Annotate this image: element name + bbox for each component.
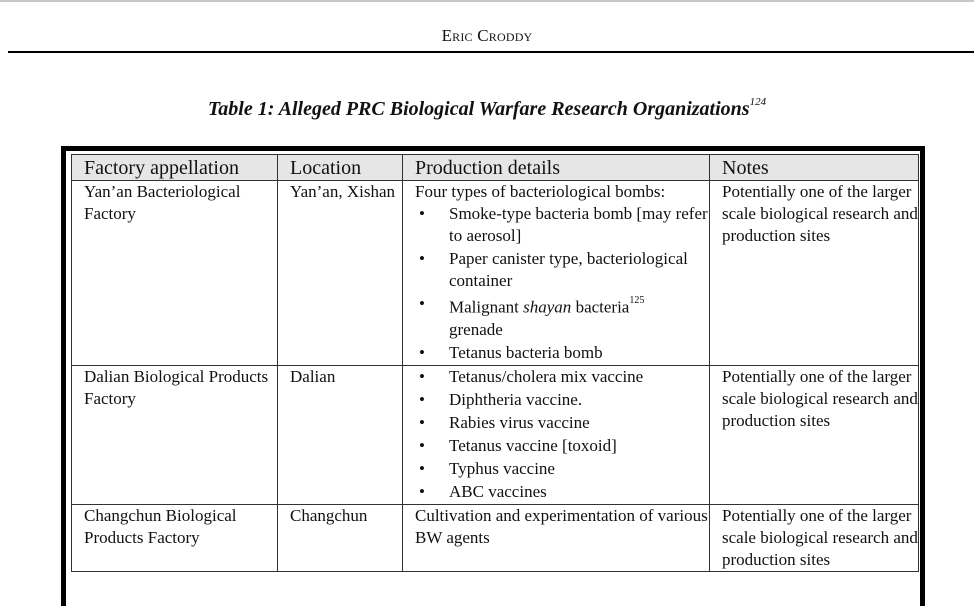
factory-location: Dalian xyxy=(278,365,403,504)
production-details: Cultivation and experimentation of various BW agents xyxy=(403,504,710,571)
table-header-row xyxy=(72,155,919,181)
factory-name: Changchun Biological Products Factory xyxy=(72,504,278,571)
details-intro: Four types of bacteriological bombs: xyxy=(415,182,666,201)
header-rule xyxy=(8,51,974,53)
factory-location: Changchun xyxy=(278,504,403,571)
factory-location: Yan’an, Xishan xyxy=(278,181,403,366)
bullet-icon: • xyxy=(419,294,425,313)
bullet-icon: • xyxy=(419,249,425,268)
bullet-icon: • xyxy=(419,342,425,362)
organizations-table xyxy=(71,154,919,572)
list-item: • Rabies virus vaccine xyxy=(419,412,590,432)
list-item: • Diphtheria vaccine. xyxy=(419,389,583,409)
page-top-edge xyxy=(0,0,974,2)
factory-notes: Potentially one of the larger scale biological research and production sites xyxy=(710,365,919,504)
list-item: • Tetanus bacteria bomb xyxy=(419,342,603,362)
caption-footnote: 124 xyxy=(749,96,767,109)
table-caption xyxy=(0,98,974,121)
caption-text: Table 1: Alleged PRC Biological Warfare Research Organizations xyxy=(207,98,750,120)
list-item: • Paper canister type, bacteriological container xyxy=(419,249,688,290)
footnote-ref: 125 xyxy=(629,295,645,306)
bullet-icon: • xyxy=(419,204,425,223)
col-header-details: Production details xyxy=(403,155,710,181)
col-header-appellation: Factory appellation xyxy=(72,155,278,181)
factory-name: Yan’an Bacteriological Factory xyxy=(72,181,278,366)
author-first-name: Eric xyxy=(441,26,473,45)
table-row xyxy=(72,181,919,366)
list-item: • Typhus vaccine xyxy=(419,458,555,478)
col-header-location: Location xyxy=(278,155,403,181)
factory-notes: Potentially one of the larger scale biological research and production sites xyxy=(710,181,919,366)
list-item: • Smoke-type bacteria bomb [may refer to aerosol] xyxy=(419,204,708,245)
list-item: • Tetanus vaccine [toxoid] xyxy=(419,435,617,455)
table-row xyxy=(72,365,919,504)
bullet-icon: • xyxy=(419,366,425,386)
production-details xyxy=(403,181,710,366)
factory-notes: Potentially one of the larger scale biological research and production sites xyxy=(710,504,919,571)
italic-term: shayan xyxy=(523,297,572,317)
running-header xyxy=(0,26,974,46)
list-item: • Malignant shayan bacteria$^{125}$ grenade xyxy=(419,294,645,339)
bullet-icon: • xyxy=(419,389,425,409)
col-header-notes: Notes xyxy=(710,155,919,181)
details-list xyxy=(415,203,709,364)
production-details xyxy=(403,365,710,504)
list-item: • ABC vaccines xyxy=(419,481,547,501)
list-item: • Tetanus/cholera mix vaccine xyxy=(419,366,644,386)
factory-name: Dalian Biological Products Factory xyxy=(72,365,278,504)
details-list xyxy=(415,366,709,503)
bullet-icon: • xyxy=(419,458,425,478)
table-row xyxy=(72,504,919,571)
bullet-icon: • xyxy=(419,435,425,455)
bullet-icon: • xyxy=(419,412,425,432)
bullet-icon: • xyxy=(419,481,425,501)
author-last-name: Croddy xyxy=(477,26,533,45)
